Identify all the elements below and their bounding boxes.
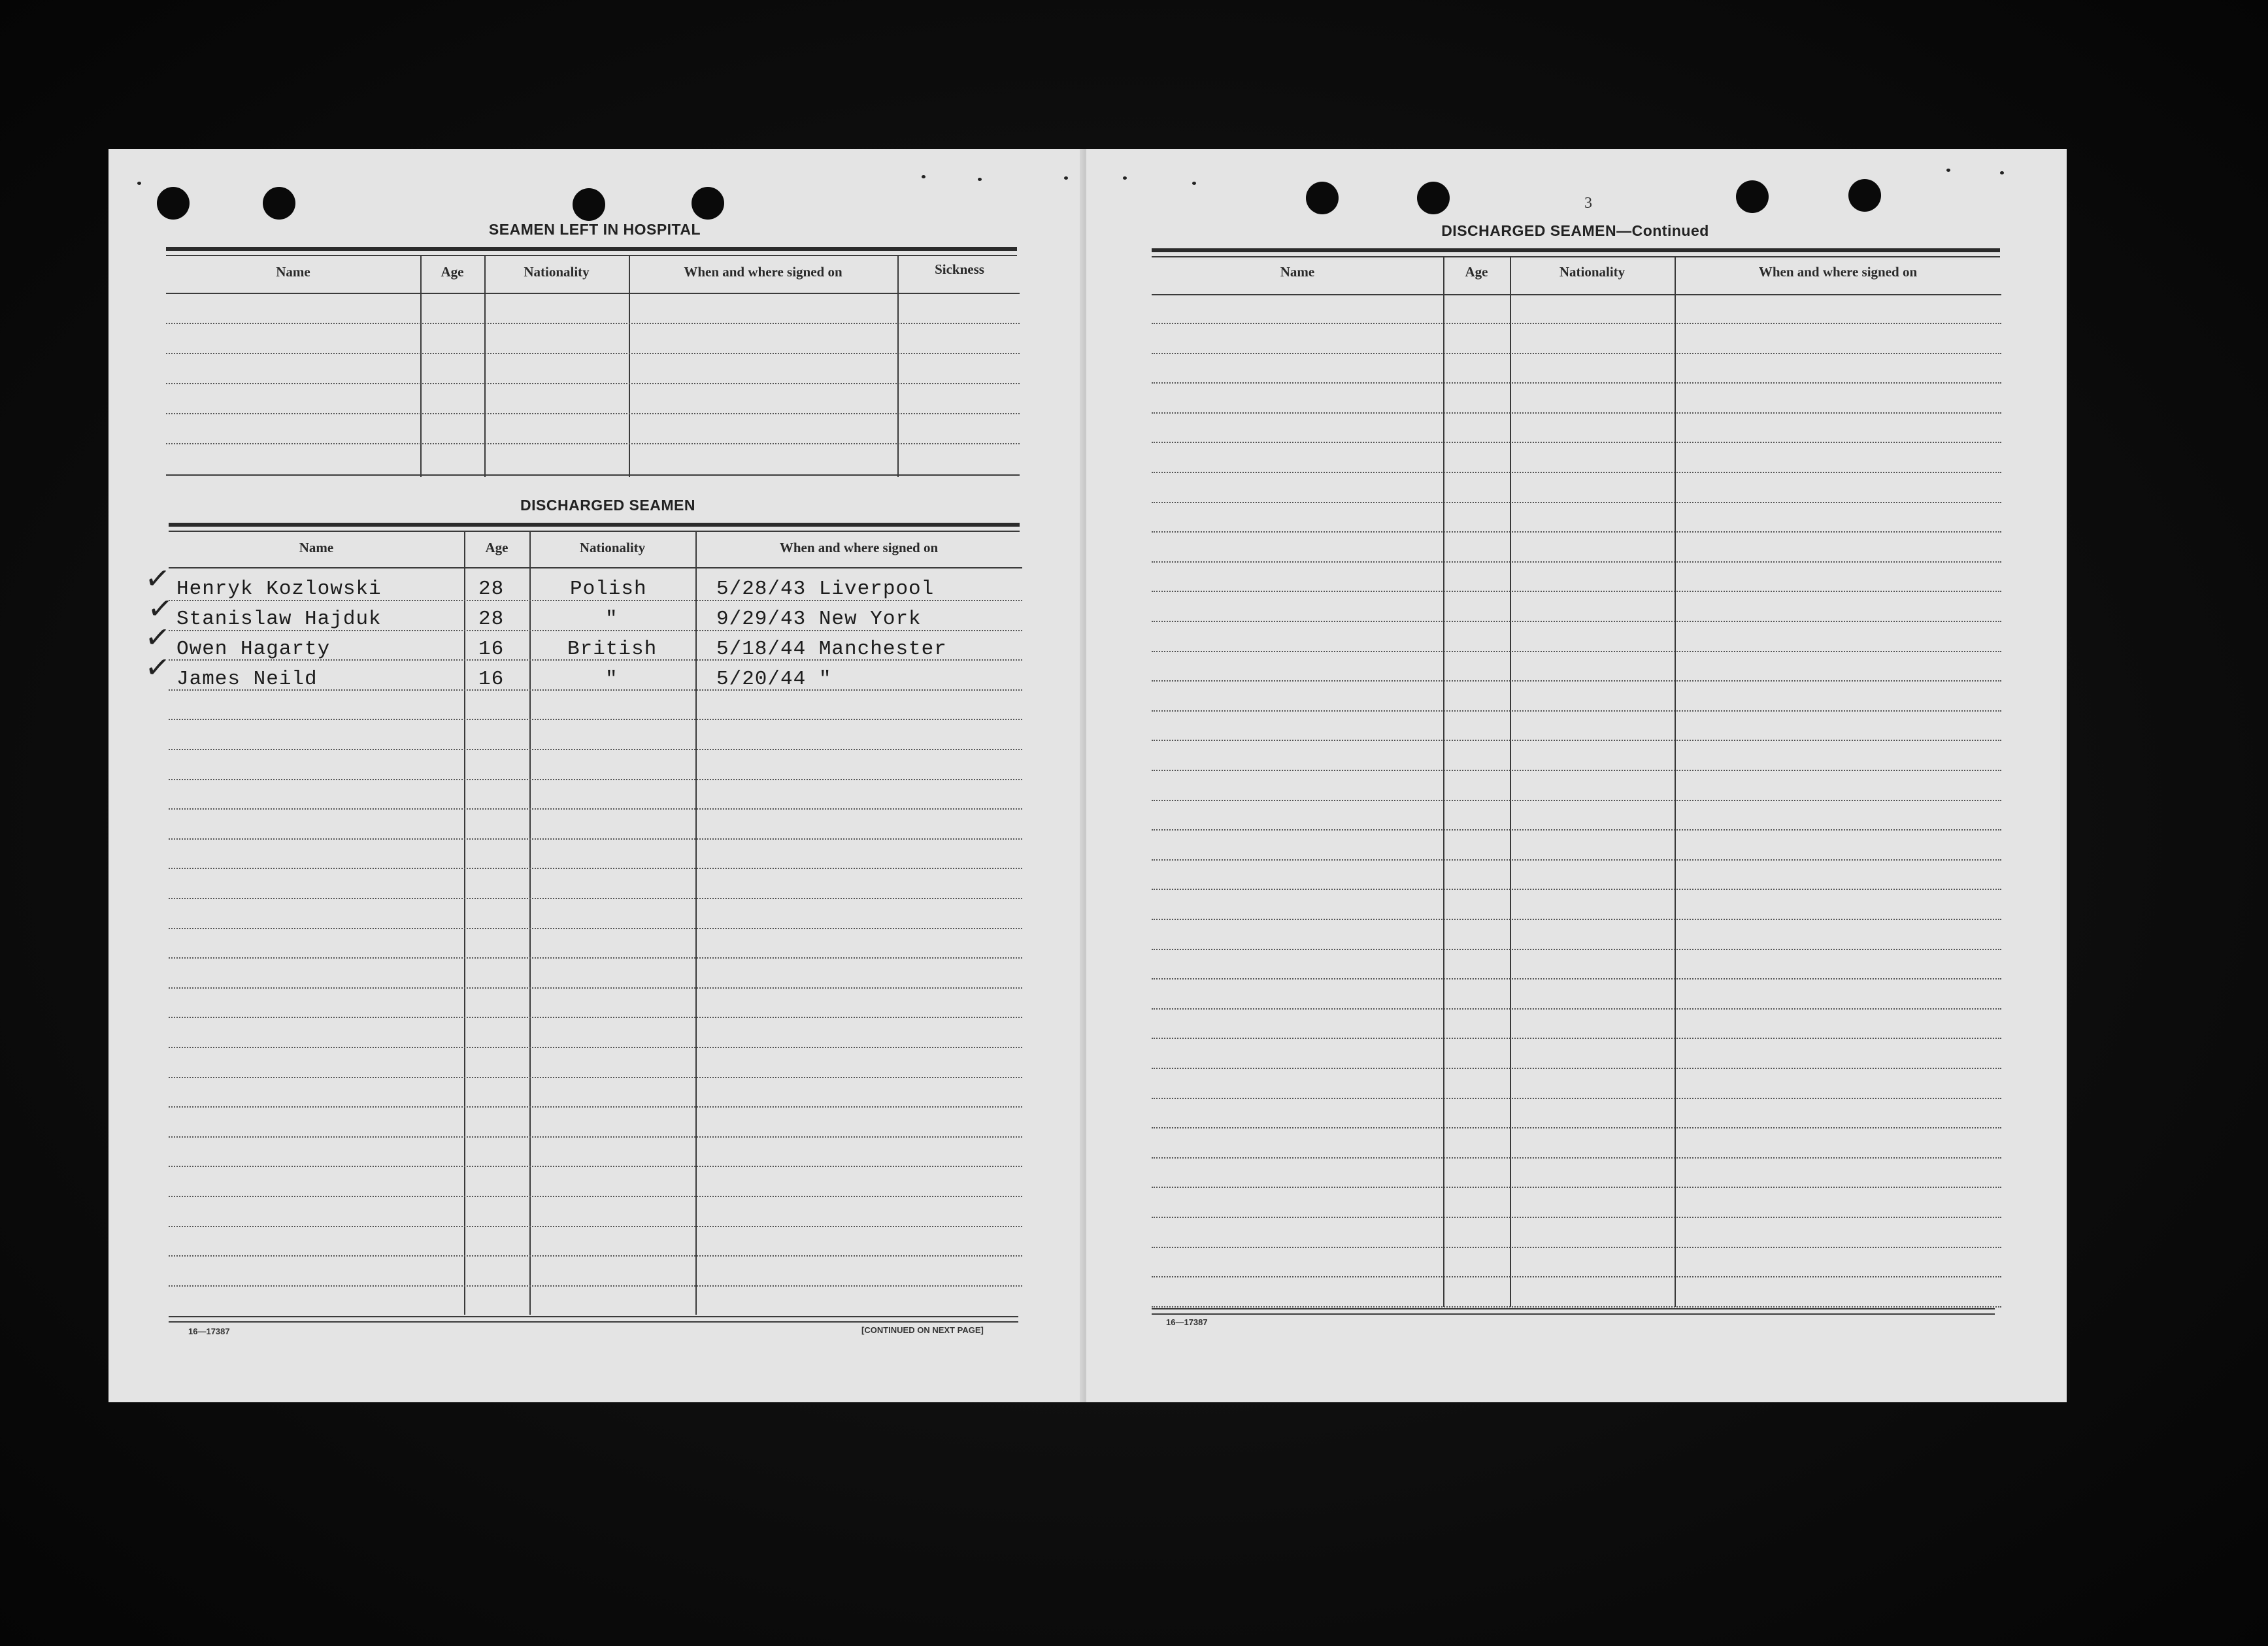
table-row <box>166 353 1020 354</box>
table-row <box>1152 710 2001 712</box>
table-row <box>169 987 1022 989</box>
table-top-rule <box>1152 256 2000 257</box>
seaman-age: 28 <box>478 578 505 601</box>
table-row <box>1152 621 2001 622</box>
table-row <box>1152 1127 2001 1128</box>
left-page <box>108 149 1086 1402</box>
right-page <box>1086 149 2067 1402</box>
punch-hole <box>1417 182 1450 214</box>
discharged-section-title: DISCHARGED SEAMEN <box>520 497 695 514</box>
header-bottom-rule <box>166 293 1020 294</box>
speck <box>137 182 141 185</box>
table-row <box>169 957 1022 959</box>
punch-hole <box>263 187 295 220</box>
table-top-rule <box>166 247 1017 251</box>
table-row <box>1152 1276 2001 1277</box>
seaman-name: Henryk Kozlowski <box>176 578 382 601</box>
table-row <box>1152 323 2001 324</box>
speck <box>2000 171 2004 174</box>
seaman-signed-on: 5/20/44 " <box>716 668 832 691</box>
column-divider <box>695 531 697 1315</box>
seaman-nationality: " <box>605 608 618 631</box>
check-mark: ✓ <box>143 618 173 656</box>
seaman-nationality: " <box>605 668 618 691</box>
punch-hole <box>1306 182 1339 214</box>
table-row <box>169 1196 1022 1197</box>
column-divider <box>1510 256 1511 1307</box>
column-header-signed-on: When and where signed on <box>1758 264 1918 280</box>
column-header-signed-on: When and where signed on <box>779 540 939 555</box>
column-divider <box>529 531 531 1315</box>
table-row <box>1152 382 2001 384</box>
check-mark: ✓ <box>143 648 173 686</box>
header-bottom-rule <box>169 567 1022 568</box>
table-row <box>1152 1008 2001 1010</box>
seaman-signed-on: 9/29/43 New York <box>716 608 922 631</box>
table-row <box>169 749 1022 750</box>
column-header-name: Name <box>1280 264 1315 280</box>
table-row <box>1152 1187 2001 1188</box>
table-row <box>169 1047 1022 1048</box>
table-row <box>1152 353 2001 354</box>
table-bottom-rule <box>1152 1308 1995 1309</box>
header-bottom-rule <box>1152 294 2001 295</box>
table-top-rule <box>169 531 1020 532</box>
punch-hole <box>1736 180 1769 213</box>
table-row <box>1152 412 2001 414</box>
seaman-signed-on: 5/28/43 Liverpool <box>716 578 935 601</box>
table-row <box>1152 919 2001 920</box>
seaman-age: 28 <box>478 608 505 631</box>
column-header-sickness: Sickness <box>935 261 984 277</box>
continued-note: [CONTINUED ON NEXT PAGE] <box>861 1325 984 1335</box>
table-row <box>166 323 1020 324</box>
column-header-name: Name <box>276 264 310 280</box>
table-top-rule <box>1152 248 2000 252</box>
speck <box>978 178 982 181</box>
table-row <box>169 838 1022 840</box>
table-row <box>169 928 1022 929</box>
table-row <box>1152 1217 2001 1218</box>
form-number: 16—17387 <box>188 1326 230 1336</box>
column-divider <box>1675 256 1676 1307</box>
speck <box>1123 176 1127 180</box>
table-bottom-rule <box>166 474 1020 476</box>
column-header-nationality: Nationality <box>524 264 590 280</box>
table-row <box>1152 800 2001 801</box>
column-header-age: Age <box>1465 264 1488 280</box>
table-row <box>1152 889 2001 890</box>
column-divider <box>464 531 465 1315</box>
column-divider <box>1443 256 1444 1307</box>
table-top-rule <box>166 255 1017 256</box>
table-row <box>169 1077 1022 1078</box>
column-header-nationality: Nationality <box>579 540 646 555</box>
punch-hole <box>1848 179 1881 212</box>
speck <box>1946 169 1950 172</box>
punch-hole <box>157 187 190 220</box>
table-row <box>169 1255 1022 1257</box>
punch-hole <box>692 187 724 220</box>
table-row <box>166 383 1020 384</box>
table-top-rule <box>169 523 1020 527</box>
seaman-name: Owen Hagarty <box>176 638 331 661</box>
seaman-age: 16 <box>478 668 505 691</box>
table-row <box>1152 561 2001 563</box>
speck <box>922 175 926 178</box>
table-row <box>169 719 1022 720</box>
seaman-signed-on: 5/18/44 Manchester <box>716 638 947 661</box>
column-header-name: Name <box>299 540 334 555</box>
column-header-age: Age <box>485 540 509 555</box>
table-bottom-rule <box>169 1321 1018 1323</box>
column-header-age: Age <box>441 264 464 280</box>
form-number: 16—17387 <box>1166 1317 1208 1327</box>
column-header-nationality: Nationality <box>1559 264 1626 280</box>
discharged-continued-title: DISCHARGED SEAMEN—Continued <box>1441 222 1709 239</box>
seaman-nationality: Polish <box>570 578 647 601</box>
table-row <box>1152 949 2001 950</box>
speck <box>1064 176 1068 180</box>
table-row <box>166 443 1020 444</box>
table-row <box>169 1017 1022 1018</box>
table-row <box>169 898 1022 899</box>
check-mark: ✓ <box>146 589 175 627</box>
table-row <box>1152 1068 2001 1069</box>
table-row <box>1152 1038 2001 1039</box>
hospital-section-title: SEAMEN LEFT IN HOSPITAL <box>488 221 701 238</box>
column-header-signed-on: When and where signed on <box>684 264 842 280</box>
seaman-name: Stanislaw Hajduk <box>176 608 382 631</box>
table-row <box>169 779 1022 780</box>
table-row <box>1152 680 2001 682</box>
table-row <box>1152 1306 2001 1308</box>
table-row <box>1152 1247 2001 1248</box>
table-row <box>169 1106 1022 1108</box>
table-row <box>169 1226 1022 1227</box>
table-row <box>169 808 1022 810</box>
seaman-nationality: British <box>567 638 658 661</box>
table-bottom-rule <box>169 1316 1018 1317</box>
table-row <box>1152 442 2001 443</box>
table-row <box>1152 651 2001 652</box>
table-row <box>1152 1157 2001 1159</box>
table-row <box>169 868 1022 869</box>
table-bottom-rule <box>1152 1313 1995 1315</box>
table-row <box>1152 591 2001 592</box>
table-row <box>1152 502 2001 503</box>
page-number: 3 <box>1584 195 1592 212</box>
check-mark: ✓ <box>143 559 173 597</box>
table-row <box>1152 859 2001 861</box>
table-row <box>169 1285 1022 1287</box>
table-row <box>1152 472 2001 473</box>
punch-hole <box>573 188 605 221</box>
table-row <box>1152 1098 2001 1099</box>
table-row <box>1152 829 2001 831</box>
table-row <box>166 413 1020 414</box>
table-row <box>1152 531 2001 533</box>
seaman-name: James Neild <box>176 668 318 691</box>
table-row <box>169 1136 1022 1138</box>
table-row <box>1152 978 2001 979</box>
table-row <box>169 1166 1022 1167</box>
table-row <box>1152 770 2001 771</box>
seaman-age: 16 <box>478 638 505 661</box>
speck <box>1192 182 1196 185</box>
table-row <box>1152 740 2001 741</box>
